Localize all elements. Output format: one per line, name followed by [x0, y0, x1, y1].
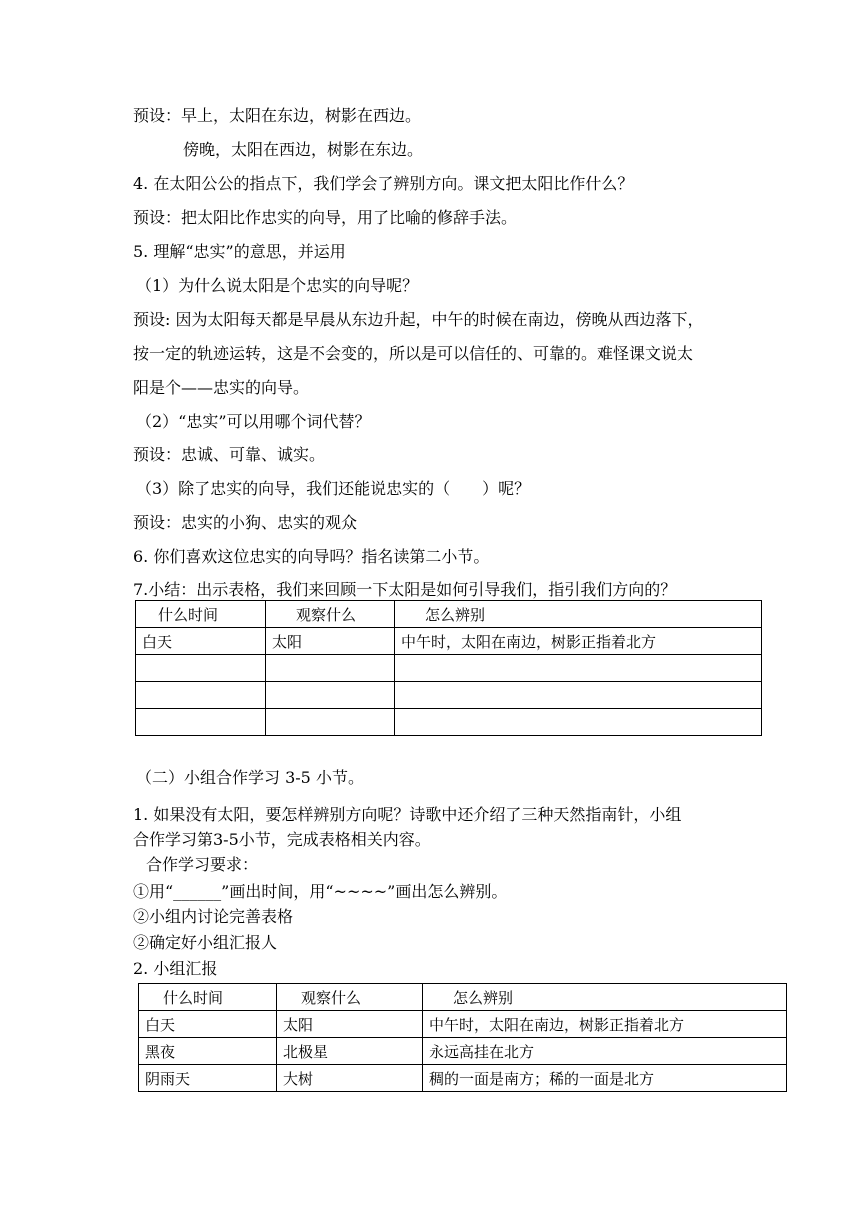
requirement-item: ①用“______”画出时间，用“~~~~”画出怎么辨别。: [133, 882, 508, 901]
table-cell: 太阳: [277, 1011, 423, 1038]
table-cell: 中午时，太阳在南边，树影正指着北方: [395, 628, 762, 655]
table-cell: [266, 655, 395, 682]
sub-question-3: （3）除了忠实的向导，我们还能说忠实的（ ）呢？: [136, 479, 531, 498]
table-header-cell: 观察什么: [266, 601, 395, 628]
table-cell: 白天: [136, 628, 266, 655]
table-cell: 稠的一面是南方；稀的一面是北方: [423, 1065, 787, 1092]
section-heading: （二）小组合作学习 3-5 小节。: [136, 768, 364, 787]
table-cell: [266, 682, 395, 709]
table-header-row: [136, 601, 762, 628]
table-cell: [266, 709, 395, 736]
lesson-paragraph: 预设：早上，太阳在东边，树影在西边。: [133, 106, 422, 125]
lesson-paragraph: 预设: 因为太阳每天都是早晨从东边升起，中午的时候在南边，傍晚从西边落下，: [133, 310, 704, 329]
table-cell: 大树: [277, 1065, 423, 1092]
table-row: [139, 1038, 787, 1065]
table-cell: 白天: [139, 1011, 277, 1038]
sub-question-2: （2）“忠实”可以用哪个词代替？: [136, 412, 371, 431]
table-cell: [136, 655, 266, 682]
table-header-cell: 什么时间: [139, 984, 277, 1011]
table-row: [136, 682, 762, 709]
table-header-cell: 怎么辨别: [395, 601, 762, 628]
lesson-paragraph: 阳是个——忠实的向导。: [133, 378, 310, 397]
question-2: 2. 小组汇报: [133, 959, 218, 978]
requirements-title: 合作学习要求：: [146, 855, 259, 874]
table-row: [139, 1065, 787, 1092]
question-4: 4. 在太阳公公的指点下，我们学会了辨别方向。课文把太阳比作什么？: [133, 174, 634, 193]
table-cell: [395, 709, 762, 736]
table-row: [136, 709, 762, 736]
table-row: [139, 1011, 787, 1038]
lesson-paragraph: 预设：把太阳比作忠实的向导，用了比喻的修辞手法。: [133, 208, 518, 227]
table-cell: 阴雨天: [139, 1065, 277, 1092]
sub-question-1: （1）为什么说太阳是个忠实的向导呢？: [136, 276, 419, 295]
table-header-cell: 怎么辨别: [423, 984, 787, 1011]
table-row: [136, 655, 762, 682]
group-report-table: [138, 983, 787, 1092]
lesson-paragraph: 预设：忠诚、可靠、诚实。: [133, 445, 326, 464]
table-cell: 黑夜: [139, 1038, 277, 1065]
table-cell: [136, 682, 266, 709]
table-cell: 中午时，太阳在南边，树影正指着北方: [423, 1011, 787, 1038]
lesson-paragraph: 按一定的轨迹运转，这是不会变的，所以是可以信任的、可靠的。难怪课文说太: [133, 344, 694, 363]
question-1-continued: 合作学习第3-5小节，完成表格相关内容。: [133, 830, 431, 849]
requirement-item: ②确定好小组汇报人: [133, 933, 278, 952]
table-row: [136, 628, 762, 655]
summary-table: [135, 600, 762, 736]
requirement-item: ②小组内讨论完善表格: [133, 907, 294, 926]
lesson-paragraph: 傍晚，太阳在西边，树影在东边。: [183, 140, 424, 159]
question-5: 5. 理解“忠实”的意思，并运用: [133, 242, 346, 261]
table-cell: 北极星: [277, 1038, 423, 1065]
table-cell: 太阳: [266, 628, 395, 655]
table-cell: [395, 655, 762, 682]
table-cell: [395, 682, 762, 709]
table-header-cell: 什么时间: [136, 601, 266, 628]
question-6: 6. 你们喜欢这位忠实的向导吗？指名读第二小节。: [133, 547, 490, 566]
table-cell: 永远高挂在北方: [423, 1038, 787, 1065]
question-1: 1. 如果没有太阳，要怎样辨别方向呢？诗歌中还介绍了三种天然指南针，小组: [133, 805, 682, 824]
table-cell: [136, 709, 266, 736]
lesson-paragraph: 预设：忠实的小狗、忠实的观众: [133, 513, 358, 532]
question-7: 7.小结：出示表格，我们来回顾一下太阳是如何引导我们，指引我们方向的？: [133, 580, 677, 599]
table-header-cell: 观察什么: [277, 984, 423, 1011]
table-header-row: [139, 984, 787, 1011]
